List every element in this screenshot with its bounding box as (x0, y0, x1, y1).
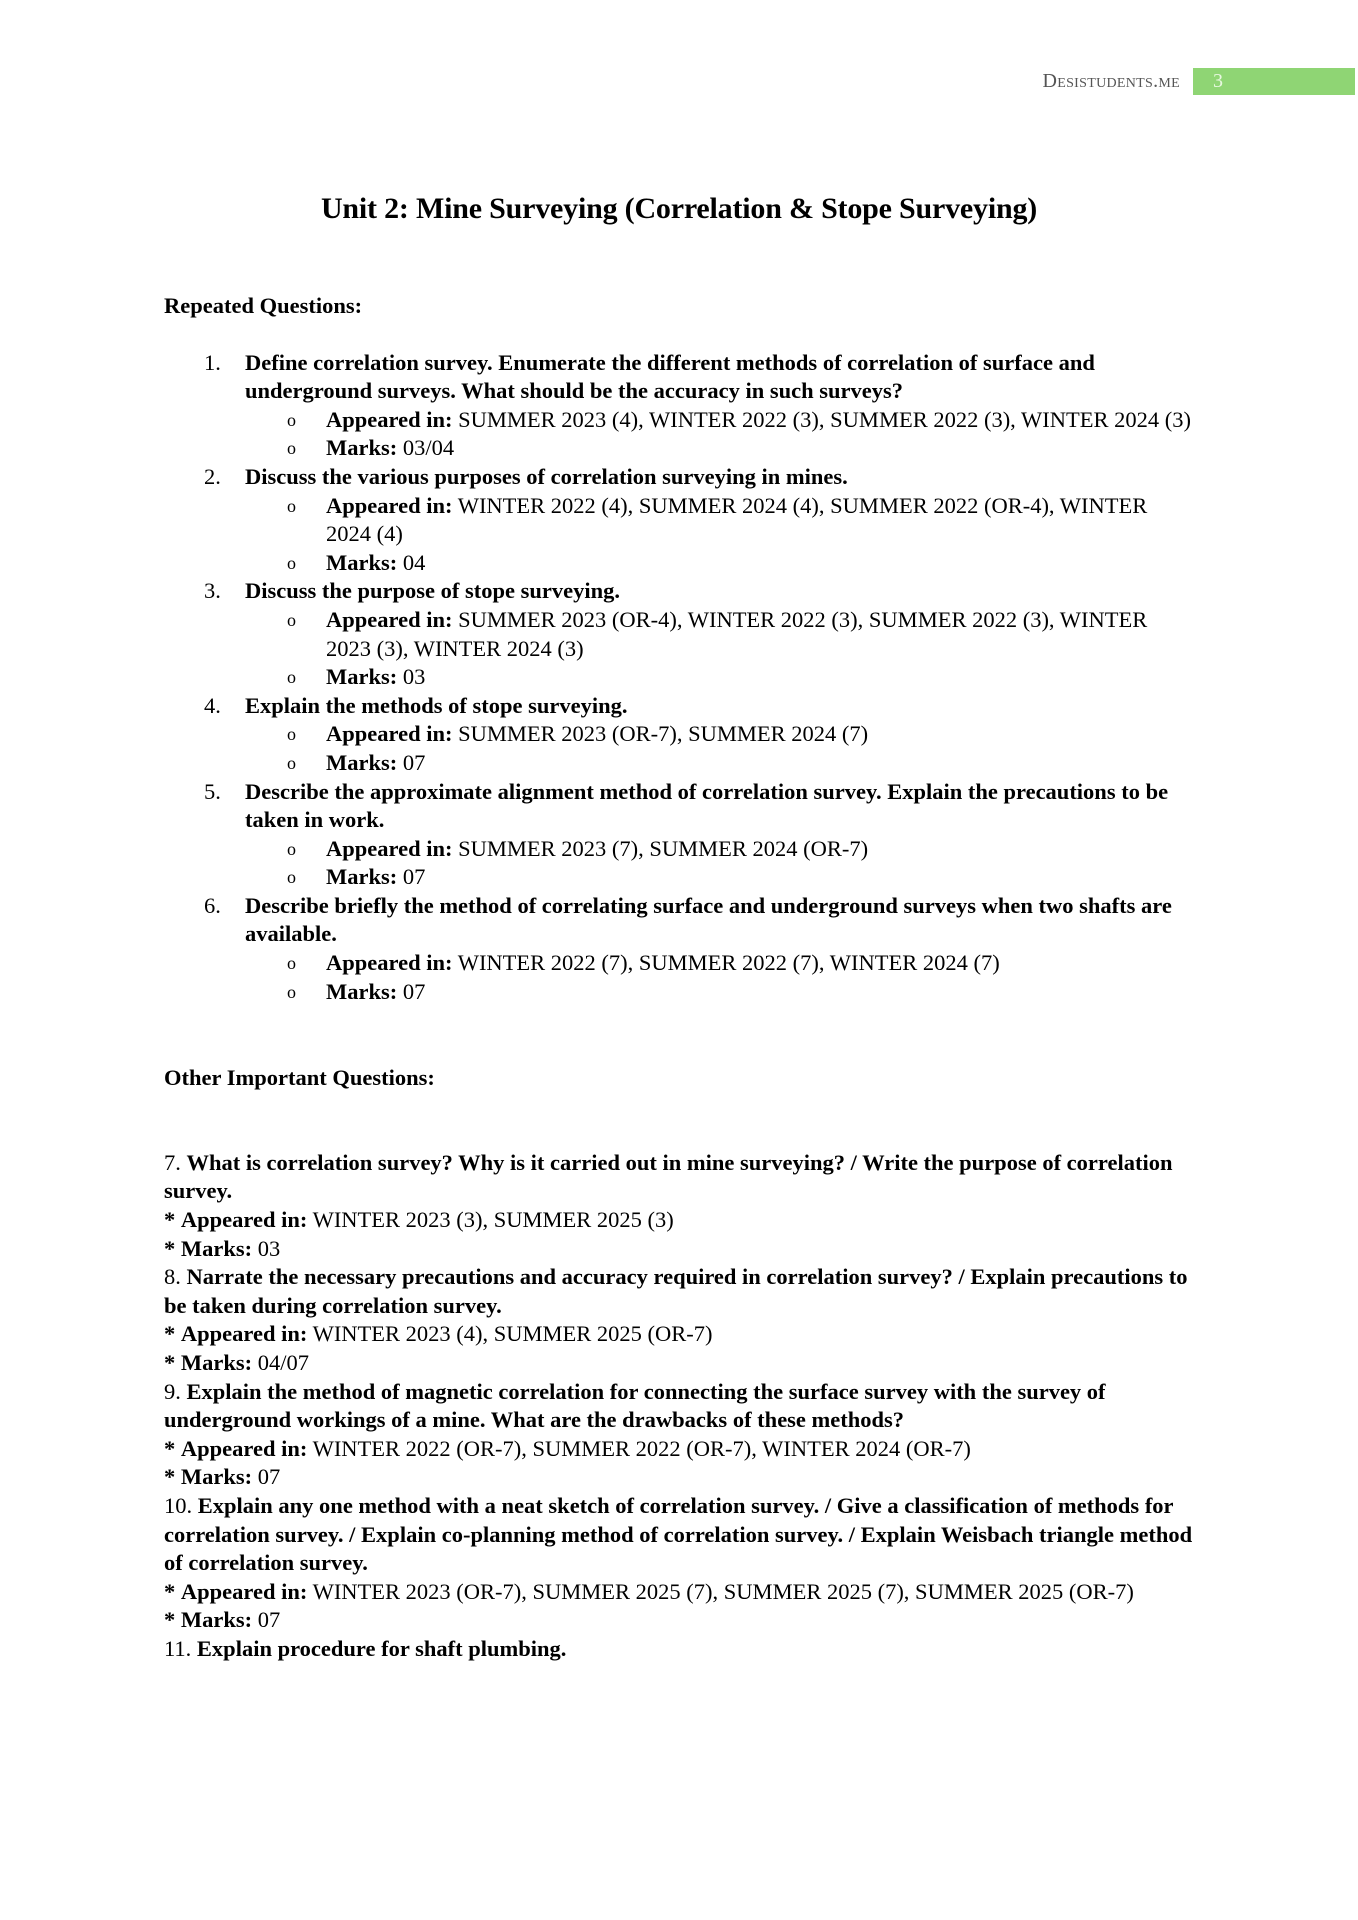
list-item (164, 1378, 1194, 1492)
marks-label: Marks: (326, 864, 398, 890)
list-item (164, 692, 1194, 778)
list-item (164, 778, 1194, 892)
appeared-value: SUMMER 2023 (OR-7), SUMMER 2024 (7) (458, 721, 869, 747)
appeared-in (164, 1320, 1194, 1349)
question-number: 5. (204, 778, 221, 804)
appeared-value: WINTER 2022 (OR-7), SUMMER 2022 (OR-7), WINTER 2024 (OR-7) (312, 1435, 971, 1461)
other-questions-list (164, 1149, 1194, 1664)
page-number-badge: 3 (1193, 68, 1355, 95)
marks-value: 07 (402, 864, 426, 890)
question-text: Describe briefly the method of correlating surface and underground surveys when two shafts are available. (245, 892, 1172, 947)
circle-bullet-icon: o (287, 867, 296, 888)
question-number: 11. (164, 1635, 192, 1661)
other-questions-heading: Other Important Questions: (164, 1065, 435, 1091)
marks (245, 978, 1194, 1007)
appeared-label: Appeared in: (326, 492, 453, 518)
star-bullet-icon: * (164, 1435, 176, 1461)
list-item (164, 349, 1194, 463)
document-body (164, 292, 1194, 1664)
circle-bullet-icon: o (287, 409, 296, 430)
question-number: 1. (204, 349, 221, 375)
marks-label: Marks: (326, 435, 398, 461)
question-number: 2. (204, 463, 221, 489)
question-number: 10. (164, 1492, 193, 1518)
appeared-label: Appeared in: (180, 1578, 308, 1604)
repeated-questions-list (164, 349, 1194, 1007)
marks-value: 03 (257, 1235, 281, 1261)
marks-value: 04/07 (257, 1350, 310, 1375)
question-number: 6. (204, 892, 221, 918)
question-number: 4. (204, 692, 221, 718)
marks (245, 434, 1194, 463)
appeared-label: Appeared in: (326, 606, 453, 632)
list-item (164, 1635, 1194, 1664)
appeared-in (245, 406, 1194, 435)
appeared-in (245, 949, 1194, 978)
marks (164, 1606, 1194, 1635)
appeared-value: WINTER 2023 (OR-7), SUMMER 2025 (7), SUMMER 2025 (7), SUMMER 2025 (OR-7) (312, 1578, 1134, 1604)
marks-label: Marks: (180, 1235, 253, 1261)
marks-label: Marks: (180, 1607, 253, 1633)
marks-label: Marks: (326, 664, 398, 690)
circle-bullet-icon: o (287, 609, 296, 630)
appeared-in (164, 1206, 1194, 1235)
question-text: Narrate the necessary precautions and accuracy required in correlation survey? / Explain precautions to be taken during correlation survey. (164, 1264, 1188, 1318)
marks (164, 1463, 1194, 1492)
list-item (164, 1492, 1194, 1635)
question-details (245, 720, 1194, 777)
marks-value: 04 (402, 549, 426, 575)
appeared-in (245, 606, 1194, 663)
appeared-value: SUMMER 2023 (4), WINTER 2022 (3), SUMMER 2022 (3), WINTER 2024 (3) (458, 406, 1191, 432)
circle-bullet-icon: o (287, 981, 296, 1002)
star-bullet-icon: * (164, 1207, 176, 1233)
circle-bullet-icon: o (287, 438, 296, 459)
appeared-label: Appeared in: (180, 1207, 308, 1233)
site-name: Desistudents.me (1042, 70, 1180, 92)
star-bullet-icon: * (164, 1235, 176, 1261)
marks-value: 03 (402, 664, 426, 690)
star-bullet-icon: * (164, 1321, 176, 1347)
repeated-questions-heading: Repeated Questions: (164, 293, 363, 318)
star-bullet-icon: * (164, 1350, 176, 1375)
question-details (245, 492, 1194, 578)
marks-value: 07 (257, 1464, 281, 1490)
circle-bullet-icon: o (287, 752, 296, 773)
circle-bullet-icon: o (287, 495, 296, 516)
question-details (245, 606, 1194, 692)
appeared-label: Appeared in: (180, 1321, 308, 1347)
question-text: Explain any one method with a neat sketch of correlation survey. / Give a classification of methods for correlation survey. / Explain co-planning method of correlation survey. / Explain Weisbach triangle method of correlation survey. (164, 1492, 1193, 1576)
question-text: Explain the methods of stope surveying. (245, 692, 628, 718)
question-details (245, 949, 1194, 1006)
question-text: Describe the approximate alignment method of correlation survey. Explain the precautions to be taken in work. (245, 778, 1169, 833)
question-number: 8. (164, 1264, 181, 1290)
appeared-label: Appeared in: (326, 835, 453, 861)
question-number: 7. (164, 1149, 181, 1175)
question-text: What is correlation survey? Why is it carried out in mine surveying? / Write the purpose of correlation survey. (164, 1149, 1173, 1204)
appeared-value: SUMMER 2023 (7), SUMMER 2024 (OR-7) (458, 835, 869, 861)
marks-value: 07 (402, 749, 426, 775)
appeared-label: Appeared in: (326, 406, 453, 432)
marks (245, 863, 1194, 892)
question-text: Define correlation survey. Enumerate the different methods of correlation of surface and underground surveys. What should be the accuracy in such surveys? (245, 349, 1095, 404)
list-item (164, 577, 1194, 691)
appeared-in (245, 835, 1194, 864)
star-bullet-icon: * (164, 1464, 176, 1490)
question-details (245, 406, 1194, 463)
marks-label: Marks: (326, 978, 398, 1004)
appeared-value: WINTER 2023 (4), SUMMER 2025 (OR-7) (312, 1321, 713, 1347)
appeared-in (164, 1578, 1194, 1607)
marks (245, 749, 1194, 778)
appeared-value: SUMMER 2023 (OR-4), WINTER 2022 (3), SUMMER 2022 (3), WINTER 2023 (3), WINTER 2024 (3) (326, 606, 1148, 661)
list-item (164, 463, 1194, 577)
marks-label: Marks: (180, 1464, 253, 1490)
circle-bullet-icon: o (287, 724, 296, 745)
appeared-label: Appeared in: (326, 950, 453, 976)
question-text: Discuss the purpose of stope surveying. (245, 578, 621, 604)
list-item (164, 892, 1194, 1006)
circle-bullet-icon: o (287, 667, 296, 688)
circle-bullet-icon: o (287, 953, 296, 974)
star-bullet-icon: * (164, 1578, 176, 1604)
question-number: 3. (204, 578, 221, 604)
page-title: Unit 2: Mine Surveying (Correlation & Stope Surveying) (320, 192, 1038, 225)
appeared-label: Appeared in: (326, 721, 453, 747)
question-text: Explain procedure for shaft plumbing. (196, 1635, 567, 1661)
appeared-value: WINTER 2023 (3), SUMMER 2025 (3) (312, 1207, 674, 1233)
list-item (164, 1263, 1194, 1377)
appeared-in (245, 720, 1194, 749)
appeared-in (245, 492, 1194, 549)
appeared-value: WINTER 2022 (7), SUMMER 2022 (7), WINTER 2024 (7) (457, 950, 1000, 976)
circle-bullet-icon: o (287, 838, 296, 859)
question-number: 9. (164, 1378, 181, 1404)
appeared-in (164, 1435, 1194, 1464)
page-header (0, 68, 1358, 96)
marks-label: Marks: (326, 749, 398, 775)
marks (245, 663, 1194, 692)
appeared-label: Appeared in: (180, 1435, 308, 1461)
marks-value: 07 (257, 1607, 281, 1633)
question-text: Explain the method of magnetic correlation for connecting the surface survey with the survey of underground workings of a mine. What are the drawbacks of these methods? (164, 1378, 1106, 1433)
marks-value: 07 (402, 978, 426, 1004)
marks-label: Marks: (180, 1350, 253, 1375)
circle-bullet-icon: o (287, 552, 296, 573)
question-text: Discuss the various purposes of correlation surveying in mines. (245, 463, 848, 489)
marks (245, 549, 1194, 578)
marks (164, 1349, 1194, 1378)
marks-label: Marks: (326, 549, 398, 575)
marks (164, 1235, 1194, 1264)
marks-value: 03/04 (402, 435, 455, 461)
question-details (245, 835, 1194, 892)
appeared-value: WINTER 2022 (4), SUMMER 2024 (4), SUMMER 2022 (OR-4), WINTER 2024 (4) (326, 492, 1148, 547)
list-item (164, 1149, 1194, 1263)
star-bullet-icon: * (164, 1607, 176, 1633)
